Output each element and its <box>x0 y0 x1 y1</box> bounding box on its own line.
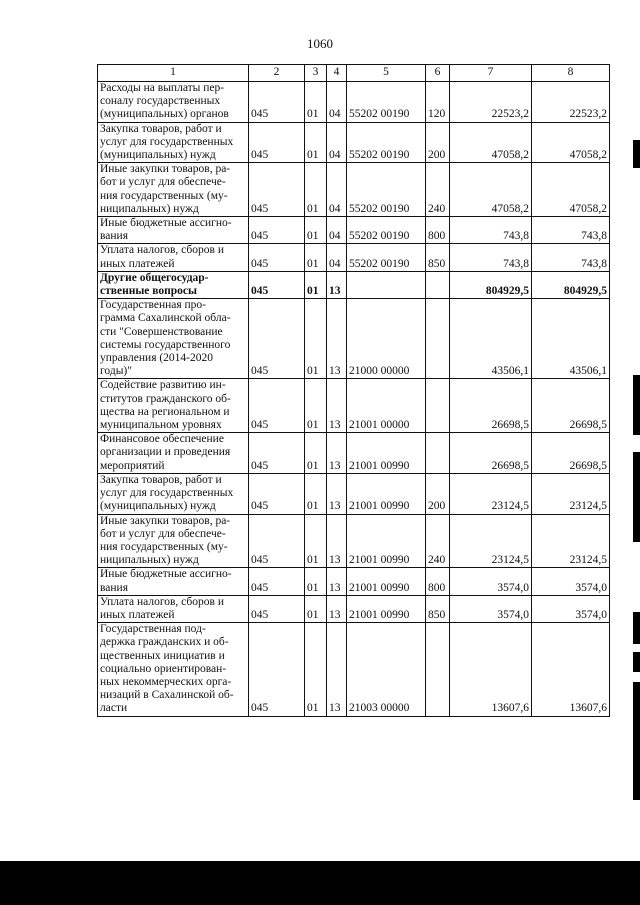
subsection-cell: 04 <box>327 244 347 271</box>
expense-type-cell <box>426 379 450 433</box>
scan-edge-mark <box>633 682 640 800</box>
scan-bottom-band <box>0 861 640 905</box>
row-name-cell: Государственная под- держка гражданских и об- щественных инициатив и социально ориентирован- ных некоммерческих орга- низаций в Сахалинской об- ласти <box>98 623 249 716</box>
amount-cell: 23124,5 <box>532 473 610 514</box>
subsection-cell: 13 <box>327 299 347 379</box>
table-row <box>98 514 610 568</box>
target-article-cell: 55202 00190 <box>347 163 426 217</box>
ministry-code-cell: 045 <box>249 122 305 163</box>
expense-type-cell <box>426 433 450 474</box>
target-article-cell: 55202 00190 <box>347 82 426 123</box>
section-cell: 01 <box>305 163 327 217</box>
column-header: 6 <box>426 65 450 82</box>
expense-type-cell <box>426 623 450 716</box>
ministry-code-cell: 045 <box>249 299 305 379</box>
amount-cell: 26698,5 <box>450 379 532 433</box>
row-name-cell: Финансовое обеспечение организации и проведения мероприятий <box>98 433 249 474</box>
expense-type-cell: 850 <box>426 595 450 622</box>
section-cell: 01 <box>305 568 327 595</box>
expense-type-cell: 120 <box>426 82 450 123</box>
amount-cell: 47058,2 <box>532 122 610 163</box>
target-article-cell: 55202 00190 <box>347 122 426 163</box>
column-header: 8 <box>532 65 610 82</box>
subsection-cell: 13 <box>327 473 347 514</box>
ministry-code-cell: 045 <box>249 379 305 433</box>
scan-edge-mark <box>633 140 640 168</box>
section-cell: 01 <box>305 217 327 244</box>
budget-table <box>97 64 610 717</box>
ministry-code-cell: 045 <box>249 271 305 298</box>
ministry-code-cell: 045 <box>249 82 305 123</box>
expense-type-cell <box>426 271 450 298</box>
column-header: 5 <box>347 65 426 82</box>
ministry-code-cell: 045 <box>249 623 305 716</box>
table-row <box>98 299 610 379</box>
amount-cell: 3574,0 <box>450 595 532 622</box>
target-article-cell: 55202 00190 <box>347 217 426 244</box>
table-row <box>98 271 610 298</box>
column-header: 7 <box>450 65 532 82</box>
amount-cell: 23124,5 <box>450 473 532 514</box>
table-row <box>98 568 610 595</box>
scan-edge-mark <box>633 612 640 644</box>
table-row <box>98 379 610 433</box>
target-article-cell: 21001 00990 <box>347 433 426 474</box>
target-article-cell: 21001 00990 <box>347 514 426 568</box>
row-name-cell: Уплата налогов, сборов и иных платежей <box>98 244 249 271</box>
target-article-cell: 21001 00990 <box>347 568 426 595</box>
ministry-code-cell: 045 <box>249 568 305 595</box>
subsection-cell: 04 <box>327 217 347 244</box>
subsection-cell: 13 <box>327 514 347 568</box>
amount-cell: 47058,2 <box>450 163 532 217</box>
amount-cell: 26698,5 <box>532 379 610 433</box>
table-row <box>98 623 610 716</box>
section-cell: 01 <box>305 623 327 716</box>
target-article-cell: 21001 00990 <box>347 473 426 514</box>
column-header: 2 <box>249 65 305 82</box>
row-name-cell: Иные закупки товаров, ра- бот и услуг для обеспече- ния государственных (му- ниципальных) нужд <box>98 163 249 217</box>
amount-cell: 743,8 <box>450 217 532 244</box>
target-article-cell: 21000 00000 <box>347 299 426 379</box>
subsection-cell: 13 <box>327 595 347 622</box>
amount-cell: 22523,2 <box>532 82 610 123</box>
ministry-code-cell: 045 <box>249 514 305 568</box>
target-article-cell: 21003 00000 <box>347 623 426 716</box>
subsection-cell: 13 <box>327 568 347 595</box>
row-name-cell: Иные бюджетные ассигно- вания <box>98 568 249 595</box>
subsection-cell: 13 <box>327 379 347 433</box>
column-header: 4 <box>327 65 347 82</box>
target-article-cell <box>347 271 426 298</box>
amount-cell: 3574,0 <box>450 568 532 595</box>
section-cell: 01 <box>305 122 327 163</box>
table-row <box>98 217 610 244</box>
row-name-cell: Иные закупки товаров, ра- бот и услуг для обеспече- ния государственных (му- ниципальных) нужд <box>98 514 249 568</box>
row-name-cell: Уплата налогов, сборов и иных платежей <box>98 595 249 622</box>
amount-cell: 26698,5 <box>450 433 532 474</box>
column-header: 3 <box>305 65 327 82</box>
section-cell: 01 <box>305 299 327 379</box>
amount-cell: 3574,0 <box>532 595 610 622</box>
table-body <box>98 82 610 717</box>
subsection-cell: 13 <box>327 271 347 298</box>
amount-cell: 13607,6 <box>450 623 532 716</box>
amount-cell: 743,8 <box>450 244 532 271</box>
section-cell: 01 <box>305 244 327 271</box>
amount-cell: 47058,2 <box>532 163 610 217</box>
subsection-cell: 04 <box>327 122 347 163</box>
expense-type-cell: 850 <box>426 244 450 271</box>
amount-cell: 804929,5 <box>450 271 532 298</box>
row-name-cell: Иные бюджетные ассигно- вания <box>98 217 249 244</box>
row-name-cell: Закупка товаров, работ и услуг для государственных (муниципальных) нужд <box>98 122 249 163</box>
column-header: 1 <box>98 65 249 82</box>
subsection-cell: 04 <box>327 82 347 123</box>
target-article-cell: 21001 00990 <box>347 595 426 622</box>
table-row <box>98 433 610 474</box>
amount-cell: 23124,5 <box>450 514 532 568</box>
expense-type-cell: 800 <box>426 568 450 595</box>
expense-type-cell: 800 <box>426 217 450 244</box>
section-cell: 01 <box>305 271 327 298</box>
subsection-cell: 13 <box>327 433 347 474</box>
target-article-cell: 55202 00190 <box>347 244 426 271</box>
table-header-row <box>98 65 610 82</box>
expense-type-cell <box>426 299 450 379</box>
row-name-cell: Закупка товаров, работ и услуг для государственных (муниципальных) нужд <box>98 473 249 514</box>
table-row <box>98 473 610 514</box>
amount-cell: 23124,5 <box>532 514 610 568</box>
row-name-cell: Другие общегосудар- ственные вопросы <box>98 271 249 298</box>
table-row <box>98 122 610 163</box>
scan-edge-mark <box>633 452 640 542</box>
section-cell: 01 <box>305 433 327 474</box>
target-article-cell: 21001 00000 <box>347 379 426 433</box>
table-row <box>98 595 610 622</box>
table-row <box>98 82 610 123</box>
amount-cell: 3574,0 <box>532 568 610 595</box>
table-row <box>98 163 610 217</box>
page-number: 1060 <box>307 36 333 51</box>
ministry-code-cell: 045 <box>249 595 305 622</box>
amount-cell: 22523,2 <box>450 82 532 123</box>
row-name-cell: Расходы на выплаты пер- соналу государственных (муниципальных) органов <box>98 82 249 123</box>
amount-cell: 43506,1 <box>532 299 610 379</box>
ministry-code-cell: 045 <box>249 163 305 217</box>
ministry-code-cell: 045 <box>249 473 305 514</box>
ministry-code-cell: 045 <box>249 433 305 474</box>
expense-type-cell: 200 <box>426 122 450 163</box>
amount-cell: 26698,5 <box>532 433 610 474</box>
subsection-cell: 13 <box>327 623 347 716</box>
section-cell: 01 <box>305 82 327 123</box>
amount-cell: 743,8 <box>532 217 610 244</box>
ministry-code-cell: 045 <box>249 244 305 271</box>
ministry-code-cell: 045 <box>249 217 305 244</box>
expense-type-cell: 240 <box>426 514 450 568</box>
row-name-cell: Содействие развитию ин- ститутов гражданского об- щества на региональном и муниципальном уровнях <box>98 379 249 433</box>
subsection-cell: 04 <box>327 163 347 217</box>
amount-cell: 743,8 <box>532 244 610 271</box>
scan-edge-mark <box>633 652 640 672</box>
amount-cell: 804929,5 <box>532 271 610 298</box>
amount-cell: 43506,1 <box>450 299 532 379</box>
section-cell: 01 <box>305 379 327 433</box>
table-row <box>98 244 610 271</box>
expense-type-cell: 240 <box>426 163 450 217</box>
section-cell: 01 <box>305 595 327 622</box>
amount-cell: 47058,2 <box>450 122 532 163</box>
section-cell: 01 <box>305 514 327 568</box>
amount-cell: 13607,6 <box>532 623 610 716</box>
scan-edge-mark <box>633 375 640 435</box>
row-name-cell: Государственная про- грамма Сахалинской обла- сти "Совершенствование системы государственного управления (2014-2020 годы)" <box>98 299 249 379</box>
expense-type-cell: 200 <box>426 473 450 514</box>
section-cell: 01 <box>305 473 327 514</box>
